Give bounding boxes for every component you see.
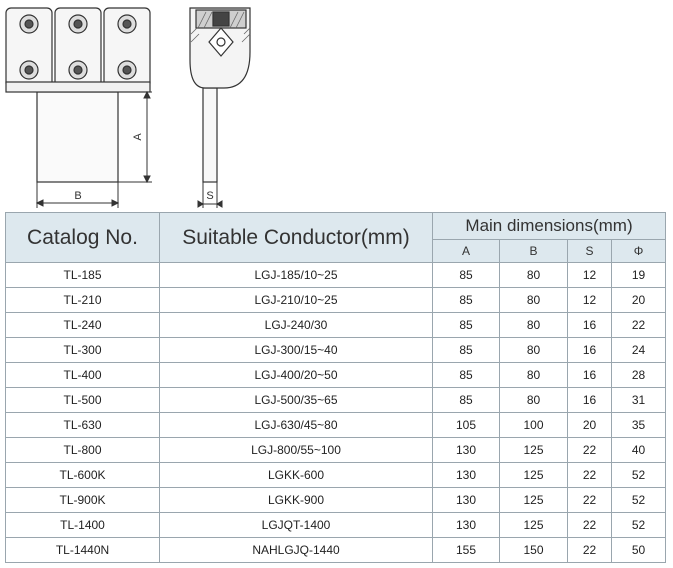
cell-b: 80	[500, 338, 568, 363]
cell-s: 22	[568, 438, 612, 463]
cell-conductor: LGJ-800/55~100	[160, 438, 433, 463]
cell-catalog: TL-600K	[6, 463, 160, 488]
cell-phi: 52	[612, 463, 666, 488]
table-row	[6, 288, 666, 313]
cell-conductor: LGJQT-1400	[160, 513, 433, 538]
cell-b: 125	[500, 488, 568, 513]
bolt-icon	[20, 15, 38, 33]
cell-catalog: TL-185	[6, 263, 160, 288]
cell-b: 80	[500, 263, 568, 288]
cell-a: 130	[433, 438, 500, 463]
front-view	[6, 8, 150, 182]
cell-phi: 50	[612, 538, 666, 563]
table-row	[6, 388, 666, 413]
cell-catalog: TL-500	[6, 388, 160, 413]
clamp-drawing	[0, 0, 673, 210]
technical-drawing	[0, 0, 673, 210]
header-suitable-conductor: Suitable Conductor(mm)	[160, 213, 433, 263]
cell-phi: 40	[612, 438, 666, 463]
cell-conductor: LGJ-210/10~25	[160, 288, 433, 313]
bolt-icon	[69, 61, 87, 79]
cell-conductor: LGJ-185/10~25	[160, 263, 433, 288]
table-row	[6, 438, 666, 463]
cell-a: 85	[433, 313, 500, 338]
cell-catalog: TL-400	[6, 363, 160, 388]
table-header	[6, 213, 666, 263]
cell-catalog: TL-1440N	[6, 538, 160, 563]
table-body	[6, 263, 666, 563]
lug-tongue	[37, 92, 118, 182]
cell-phi: 52	[612, 513, 666, 538]
header-dim-phi: Φ	[612, 240, 666, 263]
dimension-label-s: S	[206, 190, 214, 202]
header-catalog-no: Catalog No.	[6, 213, 160, 263]
cell-catalog: TL-300	[6, 338, 160, 363]
cell-a: 85	[433, 338, 500, 363]
cell-b: 125	[500, 463, 568, 488]
table-row	[6, 513, 666, 538]
cell-b: 80	[500, 313, 568, 338]
base-plate	[6, 82, 150, 92]
cell-catalog: TL-900K	[6, 488, 160, 513]
cell-conductor: LGJ-500/35~65	[160, 388, 433, 413]
cell-s: 16	[568, 388, 612, 413]
cell-a: 85	[433, 363, 500, 388]
table-row	[6, 313, 666, 338]
cell-conductor: LGJ-400/20~50	[160, 363, 433, 388]
cell-phi: 24	[612, 338, 666, 363]
cell-phi: 52	[612, 488, 666, 513]
bolt-icon	[69, 15, 87, 33]
cell-s: 16	[568, 338, 612, 363]
cell-a: 85	[433, 263, 500, 288]
cell-b: 125	[500, 438, 568, 463]
cell-s: 12	[568, 263, 612, 288]
bolt-icon	[118, 61, 136, 79]
header-main-dimensions: Main dimensions(mm)	[433, 213, 666, 240]
cell-s: 22	[568, 488, 612, 513]
cell-conductor: LGKK-600	[160, 463, 433, 488]
cell-phi: 22	[612, 313, 666, 338]
side-view	[190, 8, 250, 182]
cell-a: 130	[433, 463, 500, 488]
cell-catalog: TL-630	[6, 413, 160, 438]
cell-s: 22	[568, 513, 612, 538]
cell-b: 80	[500, 388, 568, 413]
specification-table	[5, 212, 666, 563]
cell-a: 155	[433, 538, 500, 563]
cell-conductor: NAHLGJQ-1440	[160, 538, 433, 563]
cell-catalog: TL-800	[6, 438, 160, 463]
header-dim-b: B	[500, 240, 568, 263]
table-row	[6, 363, 666, 388]
cell-s: 20	[568, 413, 612, 438]
cell-phi: 20	[612, 288, 666, 313]
cell-conductor: LGJ-240/30	[160, 313, 433, 338]
bolt-icon	[118, 15, 136, 33]
cell-phi: 19	[612, 263, 666, 288]
cell-phi: 35	[612, 413, 666, 438]
cell-phi: 28	[612, 363, 666, 388]
cell-phi: 31	[612, 388, 666, 413]
table-row	[6, 538, 666, 563]
cell-b: 150	[500, 538, 568, 563]
cell-catalog: TL-210	[6, 288, 160, 313]
cell-s: 16	[568, 313, 612, 338]
dimension-label-b: B	[74, 190, 82, 202]
cell-b: 80	[500, 288, 568, 313]
cell-s: 22	[568, 463, 612, 488]
bolt-icon	[20, 61, 38, 79]
cell-a: 130	[433, 513, 500, 538]
dimension-label-a: A	[132, 133, 144, 141]
cell-conductor: LGJ-300/15~40	[160, 338, 433, 363]
cell-b: 125	[500, 513, 568, 538]
table-row	[6, 338, 666, 363]
table-row	[6, 413, 666, 438]
header-dim-s: S	[568, 240, 612, 263]
cell-conductor: LGJ-630/45~80	[160, 413, 433, 438]
cell-a: 85	[433, 288, 500, 313]
header-dim-a: A	[433, 240, 500, 263]
cell-catalog: TL-240	[6, 313, 160, 338]
cell-a: 85	[433, 388, 500, 413]
cell-s: 12	[568, 288, 612, 313]
cell-a: 130	[433, 488, 500, 513]
cell-b: 80	[500, 363, 568, 388]
cell-s: 22	[568, 538, 612, 563]
cell-s: 16	[568, 363, 612, 388]
cell-a: 105	[433, 413, 500, 438]
cell-b: 100	[500, 413, 568, 438]
table-row	[6, 488, 666, 513]
cell-conductor: LGKK-900	[160, 488, 433, 513]
cell-catalog: TL-1400	[6, 513, 160, 538]
table-row	[6, 263, 666, 288]
table-row	[6, 463, 666, 488]
